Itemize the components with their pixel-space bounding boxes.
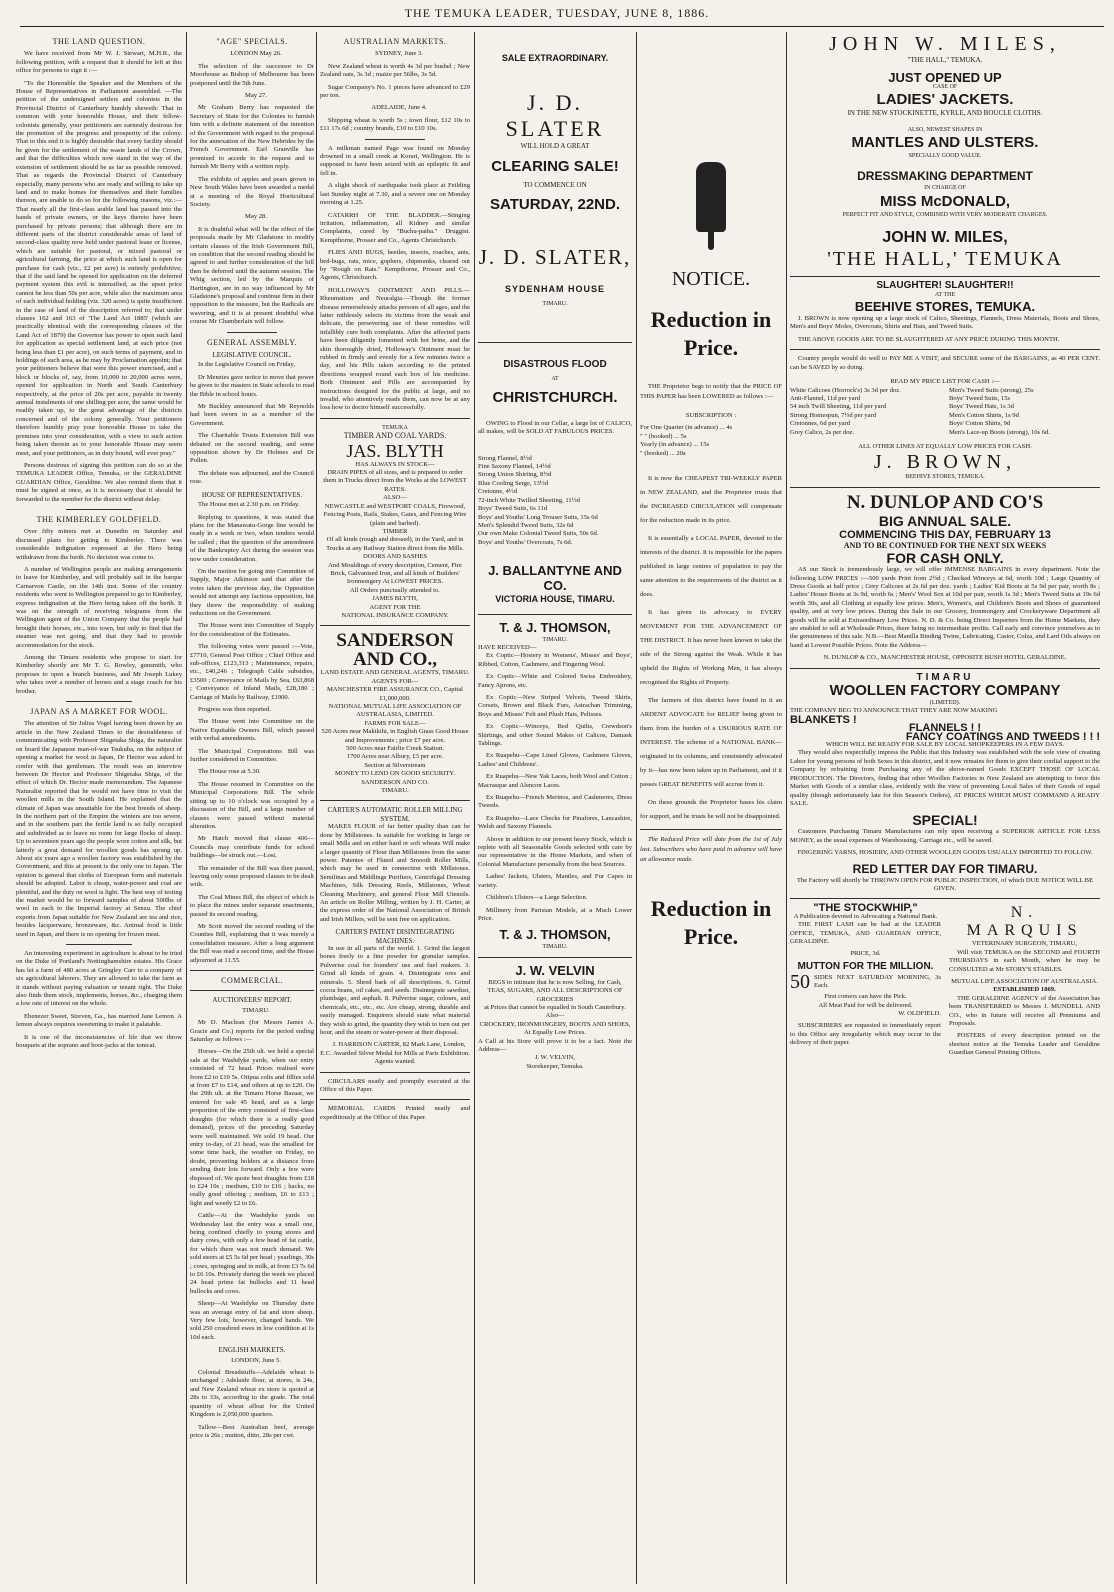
english-para: LONDON, June 5. <box>231 1356 281 1364</box>
column-4 <box>478 32 632 1584</box>
blyth-yards: TIMBER AND COAL YARDS. <box>343 431 447 441</box>
column-rule <box>316 32 317 1584</box>
goods-item: Boys' Tweed Suits, 6s 11d <box>478 505 548 513</box>
rate-row: " " (booked) ... 5s <box>640 432 687 440</box>
received-item: Ex Ruapehu—Cape Lined Gloves, Cashmere Gloves, Ladies' and Childrens'. <box>478 752 632 768</box>
reps-para: On the motion for going into Committee of Supply, Major Atkinson said that after the votes taken the previous day, the Opposition would not attempt any factious opposition, but they threw the responsibility of making reductions on the Government. <box>190 567 314 617</box>
carter2-title: CARTER'S PATENT DISINTEGRATING MACHINES. <box>335 928 455 945</box>
brown-name: J. BROWN, <box>873 451 1017 474</box>
blyth-line: ALSO— <box>383 494 407 502</box>
subscription-label: SUBSCRIPTION : <box>685 412 737 419</box>
flannels: FLANNELS ! ! <box>908 722 982 735</box>
velvin-line: J. W. VELVIN, <box>534 1054 576 1062</box>
clearing-sale: CLEARING SALE! <box>491 157 619 175</box>
japan-para: Ebenezer Sweet, Streven, Ga., has married Jane Lemon. A lemon always requires sweetening to make it palatable. <box>16 1012 182 1029</box>
auction-para: Sheep—At Washdyke on Thursday there was an average entry of fat and store sheep. Very few lots, however, changed hands. We sold 250 crossbred ewes in low condition at 1s 10d each. <box>190 1300 314 1341</box>
velvin-line: Also— <box>545 1012 565 1020</box>
misc-para: FLIES AND BUGS, beetles, insects, roaches, ants, bed-bugs, rats, mice, gophers, chipmunks, cleared out by "Rough on Rats." Kempthorne, Prosser and Co., Agents, Christchurch. <box>320 249 470 282</box>
cash-only: FOR CASH ONLY. <box>886 550 1004 567</box>
dunlop-body: AS our Stock is tremendously large, we will offer IMMENSE BARGAINS in every department. Note the following LOW PRICES :—500 yards Print from 2½d ; Checked Winceys at 6d, worth 10d ; Large Quantity of Dress Goods at half price ; Grey Calicoes at 2s 6d per doz. yards ; Ladies' Kid Boots at 5s 9d per pair, worth 8s ; Ladies' House Boots at 3s 9d, worth 6s ; Men's' Wool Sox at 10d per pair, worth 1s 3d ; Men's Tweed Suits at 19s 6d worth 30s, and all Clothing at equally low prices. Men's, Women's, and Children's Boots and Shoes of guaranteed quality, and at very low prices. During this Sale in our Grocery, Ironmongery and Crockeryware Department all goods will be sold at Extraordinary Low Prices. N. D. & Co. being Direct Importers from the Home Markets, they are enabled to sell at Wholesale Prices, there being no intermediate profits. Call early and convince yourselves as to the genuineness of this sale. N.B.—Best Manilla Binding Twine, Lubricating, Castor, Colza, and Lard Oils always on hand at Lowest Possible Prices. Note the Address— <box>790 566 1100 649</box>
paper-body: It has given its advocacy to EVERY MOVEMENT FOR THE ADVANCEMENT OF THE DISTRICT. It has never been known to take the side of the Strong against the Weak. While it has upheld the Rights of Working Men, it has always recognised the Rights of Property. <box>640 609 782 687</box>
land-para: We have received from Mr W. J. Stewart, M.H.R., the following petition, with a request that it should be left at this office for persons to sign it :— <box>16 50 182 75</box>
slater-full: J. D. SLATER, <box>478 245 632 270</box>
limited: (LIMITED). <box>929 700 961 707</box>
rate-row: " (booked) ... 20s <box>640 449 686 457</box>
price-item: 54 inch Twill Sheeting, 11d per yard <box>790 403 887 411</box>
owing-para: OWING to Flood in our Cellar, a large lot of CALICO, all makes, will be SOLD AT FABULOUS PRICES. <box>478 419 632 436</box>
japan-title: JAPAN AS A MARKET FOR WOOL. <box>30 707 168 717</box>
blyth-line: And Mouldings of every description, Cement, Fire Brick, Galvanised Iron, and all kinds of Builders' Ironmongery At LOWEST PRICES. <box>328 561 462 586</box>
proprietor-para: THE Proprietor begs to notify that the PRICE OF THIS PAPER has been LOWERED as follows :— <box>640 383 782 400</box>
column-5 <box>640 32 782 1584</box>
divider <box>478 614 632 615</box>
beehive-2: BEEHIVE STORES, TEMUKA. <box>905 474 985 481</box>
aus-para: Shipping wheat is worth 5s ; town flour, £12 10s to £11 17s 6d ; country brands, £10 to £10 10s. <box>320 116 470 133</box>
age-para: The selection of the successor to Dr Moorhouse as Bishop of Melbourne has been postponed until the 5th June. <box>190 62 314 87</box>
council-title: LEGISLATIVE COUNCIL. <box>212 351 292 359</box>
received-item: Millinery from Parisian Models, at a Much Lower Price. <box>478 906 632 922</box>
velvin-line: TEAS, SUGARS, AND ALL DESCRIPTIONS OF GROCERIES <box>487 987 623 1003</box>
in-charge: IN CHARGE OF <box>924 185 966 192</box>
stockwhip-sub: A Publication devoted to Advocating a National Bank. <box>793 912 938 920</box>
auction-para: Cattle—At the Washdyke yards on Wednesday last the entry was a small one, being confined chiefly to young stores and dairy cows, with only a few head of fat cattle, for which there was not much demand. We sold steers at £5 5s 6d per head ; yearlings, 30s ; cows, springing and in milk, at from £3 7s 6d to £6 10s. Privately during the week we placed 24 head prime fat bullocks and 11 head bullocks and cows. <box>190 1212 314 1295</box>
reps-para: The House rose at 5.30. <box>198 768 261 776</box>
bottom-ads-right <box>949 904 1100 1061</box>
oldfield: W. OLDFIELD. <box>898 1010 941 1017</box>
sanderson-line: FARMS FOR SALE— <box>364 719 426 727</box>
dressmaking: DRESSMAKING DEPARTMENT <box>857 169 1033 184</box>
mantles-ulsters: MANTLES AND ULSTERS. <box>851 134 1039 152</box>
auction-para: Horses—On the 25th ult. we held a special sale at the Washdyke yards, when our entry consisted of 72 head. Prices realised were from £2 to £10 5s. Otipua colts and fillies sold at from £7 to £14, and others at up to £20. On the 29th ult. at the Timaru Horse Bazaar, we entered for sale 45 head, and as a large proportion of the entry consisted of first-class draughts (for which there is a really good demand), prices of the preceding Saturday were well maintained. We sold 19 head. Our entry to-day, of 21 head, was the smallest for some time back, the weather on Friday, no doubt, preventing holders at a distance from sending their lots forward. Only a few were disposed of. We quote best draughts from £18 to £24 10s ; medium, £10 to £16 ; hacks, no really good offering ; medium, £6 to £13 ; light and weedy £2 to £6. <box>190 1048 314 1207</box>
carter-para: MAKES FLOUR of far better quality than can be done by Millstones. Is suitable for working in large or small Mills and on either hard or soft wheats Will make a larger quantity of Flour than Millstones from the same power. Patentee of Fluted and Smooth Roller Mills, which may be used in connection with Millstones. Semilinas and Middlings Purifiers, Centrifugal Dressing Machines, Silk Dressing Reels, Millstones, Wheat Cleaning Machinery, and general Flour Mill Utensils. An article on Roller Milling, written by J. H. Carter, at the express order of the National Association of British and Irish Millers, will be sent free on application. <box>320 823 470 923</box>
sanderson-line: MANCHESTER FIRE ASSURANCE CO., Capital £1,000,000. <box>327 686 463 702</box>
sanderson-title: SANDERSON AND CO., <box>336 630 454 671</box>
carter-signature: J. HARRISON CARTER, 82 Mark Lane, London, E.C. Awarded Silver Medal for Mills at Paris Exhibition. Agents wanted. <box>320 1041 470 1066</box>
reps-title: HOUSE OF REPRESENTATIVES. <box>201 490 303 499</box>
at-label: AT <box>551 376 559 383</box>
reps-para: The House met at 2.30 p.m. on Friday. <box>198 501 300 509</box>
mutual-title: MUTUAL LIFE ASSOCIATION OF AUSTRALASIA. <box>951 977 1098 985</box>
sanderson-line: 500 Acres near Fairlie Creek Station. <box>346 745 444 753</box>
miles-name-2: JOHN W. MILES, <box>882 229 1008 247</box>
divider <box>320 1099 470 1100</box>
misc-para: A slight shock of earthquake took place at Feilding last Sunday night at 7.30, and a severe one on Monday morning at 1.25. <box>320 182 470 207</box>
received-item: Children's Ulsters—a Large Selection. <box>486 894 588 902</box>
price-item: White Calicoes (Horrock's) 3s 3d per doz. <box>790 386 901 394</box>
council-para: The debate was adjourned, and the Council rose. <box>190 469 314 486</box>
received-item: Ladies' Jackets, Ulsters, Mantles, and Fur Capes in variety. <box>478 873 632 889</box>
slater-timaru: TIMARU. <box>542 300 568 307</box>
beehive-stores: BEEHIVE STORES, TEMUKA. <box>854 299 1036 315</box>
english-title: ENGLISH MARKETS. <box>218 1346 286 1355</box>
perfect-fit: PERFECT FIT AND STYLE, COMBINED WITH VERY MODERATE CHARGES. <box>842 211 1048 218</box>
rates-list <box>640 424 782 458</box>
misc-para: CATARRH OF THE BLADDER.—Stinging irritation, inflammation, all Kidney and similar Complaints, cured by "Buchu-paiba." Druggist. Kempthorne, Prosser and Co., Agents Christchurch. <box>320 211 470 244</box>
sides-text: SIDES NEXT SATURDAY MORNING, 3s Each. <box>814 973 941 990</box>
land-para: Persons desirous of signing this petition can do so at the TEMUKA LEADER Office, Temuka, or the GERALDINE GUARDIAN Office, Geraldine. We also remind them that it must be signed at once, as it is necessary that it should be forwarded to the member for the district without delay. <box>16 461 182 503</box>
dunlop-title: N. DUNLOP AND CO'S <box>846 491 1044 513</box>
land-para: "To the Honorable the Speaker and the Members of the House of Representatives in Parliament assembled. —The petition of the undersigned settlers and colonists in the Provincial District of Canterbury humbly sheweth: That in common with your honorable House, and their fellow-colonists generally, your petitioners are earnestly desirous for the promotion of the progress and prosperity of the colony. That to this end it is highly desirable that every facility should be given for the settlement of the waste lands of the Crown, and that the difficulties which now stand in the way of the extension of settlement should be as far as possible removed. That as regards the Provincial District of Canterbury especially, many persons who are ready and willing to take up land and to make homes for themselves and their families thereon, are unable to do so for the following reasons, viz.:—That nearly all the first-class arable land has passed into the hands of private owners, or the keys thereto have been purchased by private persons; that although there are in different parts of the district considerable areas of land of second-class quality now held under pastoral lease or license, which are suitable for pastoral, or mixed pastoral or agricultural farming, the price at which such land is open for purchase for cash (viz., £2 per acre) is entirely prohibitive; that if the said land be opened for application on the deferred payment system this evil is intensified, as the upset price cannot be less than 50s per acre, while also the maximum area of each individual holding (viz. 320 acres) is quite insufficient in the case of land of the description referred to; that under clauses 162 and 163 of 'The Land Act 1885' (which are practically identical with the corresponding clauses of the Land Act of 1879) the Governor has power to open such land for application as special settlement land, at such price (not being less than £1 per acre), on such terms of payment, and in holdings of such area, as he may by Proclamation appoint; that your petitioners believe that were this power exercised, and a block or blocks of, say, from 10,000 to 20,000 acres were, opened for application in North and South Canterbury respectively, at the price of 20s per acre, payable in twenty annual instalments of one shilling per acre, the same would be readily taken up, to the great advantage of the districts concerned and of the colony generally. Your petitioners therefore humbly pray your honorable House to take the premises into your consideration, with a view to such action being taken therein as to your honorable House may seem meet, and your petitioners, as in duty bound, will ever pray." <box>16 79 182 457</box>
divider <box>640 829 782 830</box>
christchurch: CHRISTCHURCH. <box>492 388 618 406</box>
price-item: Anti-Flannel, 11d per yard <box>790 394 861 402</box>
mutton-row <box>790 971 941 993</box>
divider <box>790 276 1100 277</box>
auction-para: Mr D. Maclean (for Messrs James A. Gracie and Co.) reports for the period ending Saturday as follows :— <box>190 1019 314 1044</box>
goods-item: Cretonne, 4½d <box>478 488 518 496</box>
misc-para: HOLLOWAY'S OINTMENT AND PILLS.—Rheumatism and Neuralgia.—Though the former disease remorselessly attacks persons of all ages, and the latter ruthlessly selects its victims from the weak and delicate, the persevering use of these remedies will infallibly cure both complaints. After the affected parts have been diligently fomented with hot brine, and the skin thoroughly dried, Holloway's Ointment must be rubbed in firmly and evenly for a few minutes twice a day, and his Pills taken according to the printed directions wrapped round each box of his medicine. Both Ointment and Pills are accompanied by instructions designed for the public at large, and no invalid, who attentively reads them, can now be at any loss how to doctor himself successfully. <box>320 286 470 412</box>
goods-item: Boys' and Youths' Long Trouser Suits, 15s 6d <box>478 513 598 521</box>
first-comers: First comers can have the Pick. <box>824 993 907 1001</box>
blyth-line: Of all kinds (rough and dressed), in the Yard, and in Trucks at any Railway Station direct from the Mills. <box>326 536 464 552</box>
divider <box>320 800 470 801</box>
rate-row: For One Quarter (in advance) ... 4s <box>640 424 733 432</box>
masthead: THE TEMUKA LEADER, TUESDAY, JUNE 8, 1886. <box>404 6 710 20</box>
brown-slaughter: THE ABOVE GOODS ARE TO BE SLAUGHTERED AT ANY PRICE DURING THIS MONTH. <box>798 335 1060 343</box>
divider <box>478 957 632 958</box>
divider <box>320 418 470 419</box>
column-2 <box>190 32 314 1584</box>
at-the: AT THE <box>934 291 956 298</box>
column-rule <box>636 32 637 1584</box>
goods-item: Strong Flannel, 8½d <box>478 454 532 462</box>
council-para: In the Legislative Council on Friday, <box>198 361 295 369</box>
aus-para: New Zealand wheat is worth 4s 3d per bushel ; New Zealand oats, 3s 3d ; maize per 56lbs, 3s 5d. <box>320 62 470 79</box>
ballantyne-name: J. BALLANTYNE AND CO. <box>488 563 622 594</box>
divider <box>66 701 132 702</box>
received-item: Ex Coptic—White and Colored Swiss Embroidery, Fancy Aprons, etc. <box>478 673 632 689</box>
bottom-ads-left <box>790 904 941 1061</box>
goods-item: Boys' and Youths' Overcoats, 7s 6d. <box>478 538 573 546</box>
thomson-name-2: T. & J. THOMSON, <box>499 927 611 943</box>
blankets: BLANKETS ! <box>790 713 857 726</box>
reps-para: The remainder of the Bill was then passed, leaving only some proposed clauses to be dealt with. <box>190 864 314 889</box>
price-item: Men's Cotton Shirts, 1s 9d <box>949 411 1019 419</box>
sanderson-line: 1700 Acres near Albury, £3 per acre. <box>346 753 444 761</box>
age-para: The exhibits of apples and pears grown in New South Wales have been awarded a medal at a meeting of the Royal Horticultural Society. <box>190 175 314 208</box>
velvin-line: BEGS to intimate that he is now Selling, for Cash, <box>488 978 622 986</box>
thomson-timaru-2: TIMARU. <box>542 944 568 951</box>
subscribers-note: SUBSCRIBERS are requested to immediately report to this Office any irregularity which may occur in the delivery of their paper. <box>790 1022 941 1047</box>
sanderson-sub: LAND ESTATE AND GENERAL AGENTS, TIMARU. <box>320 669 470 677</box>
received-item: Ex Coptic—Hosiery in Womens', Misses' and Boys', Ribbed, Cotton, Cashmere, and Fingering Wool. <box>478 652 632 668</box>
sanderson-line: 520 Acres near Makikihi, in English Grass Good House and Improvements ; price £7 per acre. <box>321 728 469 744</box>
bottom-ads <box>790 904 1100 1061</box>
miss-mcdonald: MISS McDONALD, <box>879 192 1010 210</box>
ladies-jackets: LADIES' JACKETS. <box>876 91 1014 109</box>
age-specials-title: "AGE" SPECIALS. <box>216 37 288 46</box>
slaughter: SLAUGHTER! SLAUGHTER!! <box>876 280 1014 292</box>
fingering: FINGERING YARNS, HOSIERY, AND OTHER WOOLLEN GOODS USUALLY IMPORTED TO FOLLOW. <box>797 849 1093 857</box>
kimberley-para: A number of Wellington people are making arrangements to leave for Kimberley, and will probably sail in the barque Carnarvon Castle, on the 14th inst. Some of the country residents who went to Wellington prepared to go to Kimberley, express indignation at the Hero being taken off the berth. It was on the strength of receiving telegrams from the Wellington agent of the Union Company that the people had brought their horses, etc., into town, but only to find that the steamer was not going, and that they had to provide accommodation for the stock. <box>16 565 182 649</box>
received-item: Ex Coptic—New Striped Velvets, Tweed Skirts, Corsets, Brown and Black Furs, Astrachan Trimming, Boys and Misses' Felt and Plush Hats, Pelisses. <box>478 693 632 718</box>
price-3d: PRICE, 3d. <box>850 950 881 958</box>
company-announce: THE COMPANY BEG TO ANNOUNCE THAT THEY ARE NOW MAKING <box>790 707 998 715</box>
continued: AND TO BE CONTINUED FOR THE NEXT SIX WEEKS <box>843 540 1047 550</box>
red-letter-day: RED LETTER DAY FOR TIMARU. <box>852 861 1038 876</box>
divider <box>190 990 314 991</box>
received-list <box>478 652 632 923</box>
blyth-line: HAS ALWAYS IN STOCK— <box>355 460 435 468</box>
have-received: HAVE RECEIVED— <box>478 643 537 651</box>
blyth-line: AGENT FOR THE <box>369 603 421 611</box>
sale-extraordinary: SALE EXTRAORDINARY. <box>501 53 609 63</box>
divider <box>790 668 1100 669</box>
sanderson-line: TIMARU. <box>381 787 409 795</box>
reps-para: Progress was then reported. <box>198 706 271 714</box>
council-para: Mr Buckley announced that Mr Reynolds had been sworn in as a member of the Government. <box>190 403 314 427</box>
stockinette: IN THE NEW STOCKINETTE, KYRLE, AND BOUCLE CLOTHS. <box>847 109 1043 118</box>
council-para: Dr Menzies gave notice to move that power be given to the masters in State schools to read the Bible in school hours. <box>190 373 314 398</box>
divider <box>190 970 314 971</box>
price-item: Boys' Cotton Shirts, 9d <box>949 420 1011 428</box>
timaru-word: TIMARU <box>916 671 974 683</box>
column-1 <box>16 32 182 1584</box>
which-will: WHICH WILL BE READY FOR SALE BY LOCAL SHOPKEEPERS IN A FEW DAYS. <box>825 741 1065 749</box>
sanderson-line: MONEY TO LEND ON GOOD SECURITY. <box>335 770 455 778</box>
sanderson-line: AGENTS FOR— <box>371 677 419 685</box>
english-para: Tallow—Best Australian beef, average price is 26s ; mutton, ditto, 28s per cwt. <box>190 1423 314 1439</box>
goods-item: Our own Make Colonial Tweed Suits, 50s 6d. <box>478 530 599 538</box>
reps-para: Replying to questions, it was stated that plans for the Manawatu-Gorge line would be ready in a week or two, when tenders would be called ; that the question of the amendment of the Bankruptcy Act during the session was now under consideration. <box>190 513 314 563</box>
pointing-hand-icon <box>696 162 726 232</box>
age-para: Mr Graham Berry has requested the Secretary of State for the Colonies to furnish him with a definite statement of the intention of the Government with regard to the proposal for the annexation of the New Hebrides by the French Government. Earl Granville has promised to accede to the request and to furnish Mr Berry with a written reply. <box>190 104 314 171</box>
masthead-rule <box>20 26 1104 27</box>
disastrous-flood: DISASTROUS FLOOD <box>503 359 607 371</box>
hall-2: 'THE HALL,' TEMUKA <box>827 248 1063 271</box>
auction-title: AUCTIONEERS' REPORT. <box>212 996 292 1005</box>
just-opened: JUST OPENED UP <box>888 70 1002 86</box>
reps-para: The House went into Committee on the Native Equitable Owners Bill, which passed with verbal amendments. <box>190 718 314 743</box>
assembly-title: GENERAL ASSEMBLY. <box>207 337 297 347</box>
paper-body: It is now the CHEAPEST TRI-WEEKLY PAPER in NEW ZEALAND, and the Proprietor trusts that the INCREASED CIRCULATION will compensate for the reduction made in its price. <box>640 475 782 525</box>
divider <box>320 625 470 626</box>
received-item: Ex Ruapehu—Lace Checks for Pinafores, Lancashire, Welsh and Saxony Flannels. <box>478 814 632 831</box>
reduction-title: Reduction in Price. <box>650 307 772 360</box>
blyth-line: NATIONAL INSURANCE COMPANY. <box>341 611 449 619</box>
divider <box>66 944 132 945</box>
first-lash: THE FIRST LASH can be had at the LEADER OFFICE, TEMUKA, AND GUARDIAN OFFICE, GERALDINE. <box>790 921 941 945</box>
circulars-notice: CIRCULARS neatly and promptly executed at the Office of this Paper. <box>320 1077 470 1094</box>
italic-note: The Reduced Price will date from the 1st of July last. Subscribers who have paid in advance will have an allowance made. <box>640 836 782 864</box>
thomson-timaru: TIMARU. <box>542 636 568 643</box>
thomson-name: T. & J. THOMSON, <box>499 619 611 635</box>
received-item: Ex Ruapehu—New Yak Laces, both Wool and Cotton ; Macrasque and Alencon Laces. <box>478 773 632 789</box>
english-para: Colonial Breadstuffs—Adelaide wheat is unchanged ; Adelaide flour, at stores, is 24s, and New Zealand wheat ex store is quoted at 28s to 33s, according to the grade. The total quantity of wheat afloat for the United Kingdom is 2,050,000 quarters. <box>190 1369 314 1419</box>
price-item: Men's Tweed Suits (strong), 25s <box>949 386 1034 394</box>
blyth-line: TIMBER <box>382 527 408 535</box>
reduction-title-2: Reduction in Price. <box>650 896 772 950</box>
reps-para: The following votes were passed :—Vote, £7710, General Post Office ; Chief Office and sub-offices, £123,313 ; Maintenance, repairs, etc., £40,246 ; Telegraph Cable subsidies, £3500 ; Conveyance of Mails by Sea, £63,868 ; Conveyance of Inland Mails, £28,180 ; Carriage of Mails by Railway, £1900. <box>190 643 314 701</box>
price-list-title: READ MY PRICE LIST FOR CASH :— <box>890 378 1000 386</box>
dunlop-address: N. DUNLOP & CO., MANCHESTER HOUSE, OPPOSITE BUSH HOTEL GERALDINE. <box>823 654 1067 662</box>
blyth-line: DRAIN PIPES of all sizes, and is prepared to order them in Trucks direct from the Works at the LOWEST RATES. <box>323 469 467 493</box>
memorial-notice: MEMORIAL CARDS Printed neatly and expeditiously at the Office of this Paper. <box>320 1105 470 1121</box>
column-rule <box>474 32 475 1584</box>
vet-title: VETERINARY SURGEON, TIMARU, <box>971 940 1078 948</box>
received-item: Ex Coptic—Winceys, Bed Quilts, Crewdson's Shirtings, and other Sound Makes of Calicos, Damask Tablings. <box>478 723 632 747</box>
divider <box>227 332 277 333</box>
blyth-line: DOORS AND SASHES <box>362 553 428 561</box>
reps-para: The House resumed in Committee on the Municipal Corporations Bill. The whole sitting up to 10 o'clock was occupied by a discussion of the Bill, and a large number of clauses were passed without material alteration. <box>190 780 314 830</box>
fancy-coatings: FANCY COATINGS AND TWEEDS ! ! ! <box>905 730 1100 743</box>
commencing: COMMENCING THIS DAY, FEBRUARY 13 <box>839 528 1051 541</box>
miles-name: JOHN W. MILES, <box>829 33 1061 55</box>
goods-item: Men's Splendid Tweed Suits, 32s 6d <box>478 521 574 529</box>
misc-para: A milkman named Page was found on Monday drowned in a small creek at Korari, Wellington. He is supposed to have been seized with an epileptic fit and fell in. <box>320 144 470 177</box>
case-of: CASE OF <box>932 83 958 90</box>
divider <box>790 349 1100 350</box>
blyth-name: JAS. BLYTH <box>346 440 444 461</box>
column-rule <box>186 32 187 1584</box>
goods-list <box>478 455 632 547</box>
sanderson-line: SANDERSON AND CO. <box>361 778 429 786</box>
price-list <box>790 387 1100 437</box>
victoria-house: VICTORIA HOUSE, TIMARU. <box>495 594 615 605</box>
rate-row: Yearly (in advance) ... 15s <box>640 441 710 449</box>
price-item: Cretonnes, 6d per yard <box>790 420 851 428</box>
specially-good: SPECIALLY GOOD VALUE. <box>908 153 982 160</box>
goods-item: Blue Cooling Serge, 13½d <box>478 479 549 487</box>
big-annual-sale: BIG ANNUAL SALE. <box>878 512 1012 529</box>
age-para: LONDON May 26. <box>230 50 282 58</box>
sanderson-line: NATIONAL MUTUAL LIFE ASSOCIATION OF AUSTRALASIA, LIMITED. <box>328 703 462 719</box>
reps-para: The Coal Mines Bill, the object of which is to place the mines under separate enactments, passed its second reading. <box>190 893 314 918</box>
aus-para: ADELAIDE, June 4. <box>371 104 427 112</box>
carter2-para: In use in all parts of the world. 1. Grind the largest bones freely to a fine powder for granular samples. Pulverise coal for founders' use and fuel makers. 3. Grind all kinds of grain. 4. Disintegrate ores and minerals. 5. Shred bark of all descriptions. 6. Grind cocoa beans, oil cakes, and seeds. Disintegrate sawdust, plumbago, and asphalt. 8. Pulverise sugar, colours, and chemicals, etc., etc., etc. Are cheap, strong, durable and easily managed. Enquirers should state what material they wish to grind, the quantity they wish to turn out per hour, and the steam or water-power at their disposal. <box>320 944 470 1037</box>
received-item: Ex Ruapehu—French Merinos, and Cashmeres, Dress Tweeds. <box>478 794 632 810</box>
price-list-left <box>790 387 941 437</box>
posters-note: POSTERS of every description printed on the shortest notice at the Temuka Leader and Geraldine Guardian General Printing Offices. <box>949 1032 1100 1057</box>
age-para: It is doubtful what will be the effect of the proposals made by Mr Gladstone to modify certain clauses of the Irish Government Bill, on condition that the second reading should be agreed to and further consideration of the bill then be deferred until the autumn session. The Whig section, led by the Marquis of Hartington, are in no way influenced by Mr Gladstone's proposal and continue firm in their opposition to the measure, but the Radicals are wavering, and it is at present doubtful what course Mr Chamberlain will follow. <box>190 225 314 326</box>
paper-body: On these grounds the Proprietor bases his claim for support, and he trusts he will not be disappointed. <box>640 799 782 821</box>
velvin-line: A Call at his Store will prove it to be a fact. Note the Address— <box>478 1037 632 1053</box>
japan-para: An interesting experiment in agriculture is about to be tried on the Duke of Portland's Nottinghamshire estates. His Grace has let a farm of 480 acres at Gringley Carr to a company of six agricultural laborers. They are allowed to take the farm as it stands without paying valuation or tenant right. The Duke also finds them stock, implements, horses, &c., charging them a low rate of interest on the whole. <box>16 950 182 1008</box>
price-list-right <box>949 387 1100 437</box>
saturday-date: SATURDAY, 22ND. <box>489 196 621 214</box>
auction-para: TIMARU. <box>242 1006 270 1014</box>
price-item: Grey Calico, 2s per doz. <box>790 428 855 436</box>
reps-para: Mr Scott moved the second reading of the Counties Bill, explaining that it was merely a consolidation measure. After a long argument the Bill was read a second time, and the House adjourned at 11.55. <box>190 922 314 964</box>
japan-para: It is one of the inconsistencies of life that we throw bouquets at the soprano and boot-jacks at the tomcat. <box>16 1033 182 1050</box>
goods-item: Fine Saxony Flannel, 14½d <box>478 463 551 471</box>
aus-para: SYDNEY, June 3. <box>375 50 423 58</box>
special: SPECIAL! <box>912 812 978 829</box>
agency-note: THE GERALDINE AGENCY of the Association has been TRANSFERRED to Messrs J. MUNDELL AND CO., who in future will receive all Premiums and Proposals. <box>949 994 1100 1027</box>
aus-para: Sugar Company's No. 1 pieces have advanced to £29 per ton. <box>320 83 470 100</box>
country-note: Country people would do well to PAY ME A VISIT, and SECURE some of the BARGAINS, as 40 PER CENT. can be SAVED by so doing. <box>790 355 1100 371</box>
also-newest: ALSO, NEWEST SHAPES IN <box>907 126 983 133</box>
price-item: Men's Lace-up Boots (strong), 10s 6d. <box>949 428 1050 436</box>
to-commence: TO COMMENCE ON <box>523 180 587 189</box>
reps-para: The Municipal Corporations Bill was further considered in Committee. <box>190 747 314 764</box>
age-para: May 27. <box>245 92 267 100</box>
council-para: The Charitable Trusts Extension Bill was debated on the second reading, and some opposition shown by Dr Holmes and Dr Pollen. <box>190 432 314 465</box>
fifty-number: 50 <box>790 971 810 994</box>
notice-title: NOTICE. <box>671 268 751 290</box>
all-other-lines: ALL OTHER LINES AT EQUALLY LOW PRICES FOR CASH. <box>858 442 1032 450</box>
velvin-line: At Equally Low Prices. <box>524 1029 586 1037</box>
divider <box>66 509 132 510</box>
divider <box>478 342 632 343</box>
reps-para: Mr Hatch moved that clause 406—Councils may contribute funds for school buildings—be struck out.—Lost. <box>190 835 314 860</box>
paper-body: The farmers of this district have found in it an ARDENT ADVOCATE for RELIEF being given to them from the burden of a USURIOUS RATE OF INTEREST. The scheme of a NATIONAL BANK—originated in its columns, and consistently advocated by it—has now been taken up in Parliament, and if it passes GREAT BENEFITS will accrue from it. <box>640 697 782 789</box>
blyth-line: NEWCASTLE and WESTPORT COALS, Firewood, Fencing Posts, Rails, Stakes, Gates, and Fencing Wire (plain and barbed). <box>323 502 467 527</box>
sanderson-line: Section at Silverstream <box>364 761 426 769</box>
commercial-title: COMMERCIAL. <box>221 976 283 985</box>
brown-intro: J. BROWN is now opening up a large stock of Calico, Sheetings, Flannels, Dress Materials, Boots and Shoes, Men's and Boys' Moles, Overcoats, Shirts and Hats, and Tweed Suits. <box>790 315 1100 331</box>
divider <box>790 487 1100 488</box>
meat-paid: All Meat Paid for will be delivered. <box>818 1001 913 1009</box>
marquis-name: N. MARQUIS <box>966 904 1083 940</box>
slater-initials: J. D. SLATER <box>505 90 605 142</box>
will-hold: WILL HOLD A GREAT <box>520 142 590 151</box>
stockwhip-title: "THE STOCKWHIP," <box>813 902 918 915</box>
aus-markets-title: AUSTRALIAN MARKETS. <box>343 37 447 46</box>
mutton-title: MUTTON FOR THE MILLION. <box>797 960 934 972</box>
goods-item: 72-inch White Twilled Sheeting, 11½d <box>478 496 580 504</box>
land-question-title: THE LAND QUESTION. <box>52 37 146 46</box>
kimberley-para: Over fifty miners met at Dunedin on Saturday and discussed plans for getting to Kimberley. There was considerable indignation expressed at the Hero being withdrawn from the berth. No decision was come to. <box>16 528 182 561</box>
velvin-line: at Prices that cannot be equalled in South Canterbury. <box>484 1003 626 1011</box>
velvin-line: Storekeeper, Temuka. <box>526 1062 584 1070</box>
age-para: May 28. <box>245 213 267 221</box>
kimberley-title: THE KIMBERLEY GOLDFIELD. <box>36 514 162 524</box>
price-item: Strong Homespun, 7½d per yard <box>790 411 877 419</box>
woollen-company: WOOLLEN FACTORY COMPANY <box>829 682 1061 700</box>
column-3 <box>320 32 470 1584</box>
blyth-line: JAMES BLYTH, <box>372 595 418 603</box>
established: ESTABLISHED 1869. <box>993 986 1056 994</box>
divider <box>320 1072 470 1073</box>
price-item: Boys' Tweed Suits, 15s <box>949 394 1011 402</box>
blyth-ad <box>320 424 470 621</box>
carter-title: CARTER'S AUTOMATIC ROLLER MILLING SYSTEM. <box>327 806 463 823</box>
received-item: Above in addition to our present heavy Stock, which is replete with all Seasonable Goods selected with care by our representative in the Home Markets, and when of Colonial Manufacture personally from the best Sources. <box>478 835 632 868</box>
paper-body: It is essentially a LOCAL PAPER, devoted to the interests of the district. It is impossible for the papers published in large centres of population to pay the same attention to the requirements of the district as it does. <box>640 535 782 599</box>
sydenham-house: SYDENHAM HOUSE <box>504 284 605 295</box>
woollen-body: They would also respectfully impress the Public that this Industry was established with the sole view of creating Labor for young persons of both Sexes in this district, and it now remains for them to give their cordial support to the Company by refraining from Purchasing any of the above-named Goods EXCEPT THOSE OF LOCAL PRODUCTION. The Directors, finding that other Woollen Factories in New Zealand are attempting to force this Market with Goods of a similar class, evidently with the view of preventing Local Sales of their Goods of equal quality (though unfortunately late for this Season's Orders), AT PRICES WHICH MUST COMMAND A READY SALE. <box>790 749 1100 807</box>
velvin-name: J. W. VELVIN <box>515 962 595 978</box>
divider <box>365 139 425 140</box>
velvin-line: CROCKERY, IRONMONGERY, BOOTS AND SHOES, <box>479 1020 631 1028</box>
special-body: Customers Purchasing Timaru Manufactures can rely upon receiving a SUPERIOR ARTICLE FOR LESS MONEY, as the usual expenses of Warehousing, Carriage etc., will be saved. <box>790 828 1100 844</box>
japan-para: The attention of Sir Julius Vogel having been drawn by an article in the New Zealand Times to the desirableness of communicating with Professor Shigetaka Shiga, the naturalist on board the Japanese man-of-war Tsukuba, on the subject of opening a market for wool in Japan, Dr Hector was asked to confer with that gentleman. The result was an interview between Dr Hector and Professor Shigetaka Shiga, of the effect of which Dr. Hector made memorandum. The Japanese Naturalist reported that he would not have time to visit the woollen mills in the South Island. He explained that the climate of Japan was unsuitable for the best breeds of sheep. In the northern part of the Empire the winters are too severe, and in the southern part the fertile land is so fully occupied and subdivided as to leave no room for large flocks of sheep. Up to seventeen years ago the people wore cotton and silk, but latterly a great demand for woollen goods has sprung up. About six years ago a woollen factory was established by the Government, and this at present is the only one in Japan. The opinion is general that cloths of European form and materials should be adopted. Labor is cheap, water-power and coal are plentiful, and the duty on wool is light. The best way of testing the market would be to forward samples of about 500lbs of wool in each to the Imperial factory at Senzu. The chief exports from Japan suitable for New Zealand are tea and rice, besides lacquerware, bronzeware, &c. Animal food is little used in Japan, and there is no opening for frozen meat. <box>16 720 182 938</box>
factory-note: The Factory will shortly be THROWN OPEN FOR PUBLIC INSPECTION, of which DUE NOTICE WILL BE GIVEN. <box>796 876 1094 892</box>
reps-para: The House went into Committee of Supply for the consideration of the Estimates. <box>190 622 314 638</box>
kimberley-para: Among the Timaru residents who propose to start for Kimberley shortly are Mr T. G. Rowley, gunsmith, who proposes to open a branch business, and Mr Joseph Lukey who takes over a number of horses and a stage coach for his brother. <box>16 654 182 695</box>
blyth-line: All Orders punctually attended to. <box>350 586 440 594</box>
goods-item: Strong Union Shirting, 8½d <box>478 471 552 479</box>
column-6 <box>790 32 1100 1584</box>
miles-hall: "THE HALL," TEMUKA. <box>907 56 983 64</box>
divider <box>790 898 1100 899</box>
sanderson-ad <box>320 631 470 795</box>
column-rule <box>786 32 787 1584</box>
blyth-top: TEMUKA <box>382 424 408 431</box>
price-item: Boys' Tweed Hats, 1s 3d <box>949 403 1014 411</box>
vet-body: Will visit TEMUKA on the SECOND and FOURTH THURSDAYS in each Month, when he may be CONSULTED at Mr STORY'S STABLES. <box>949 948 1100 973</box>
